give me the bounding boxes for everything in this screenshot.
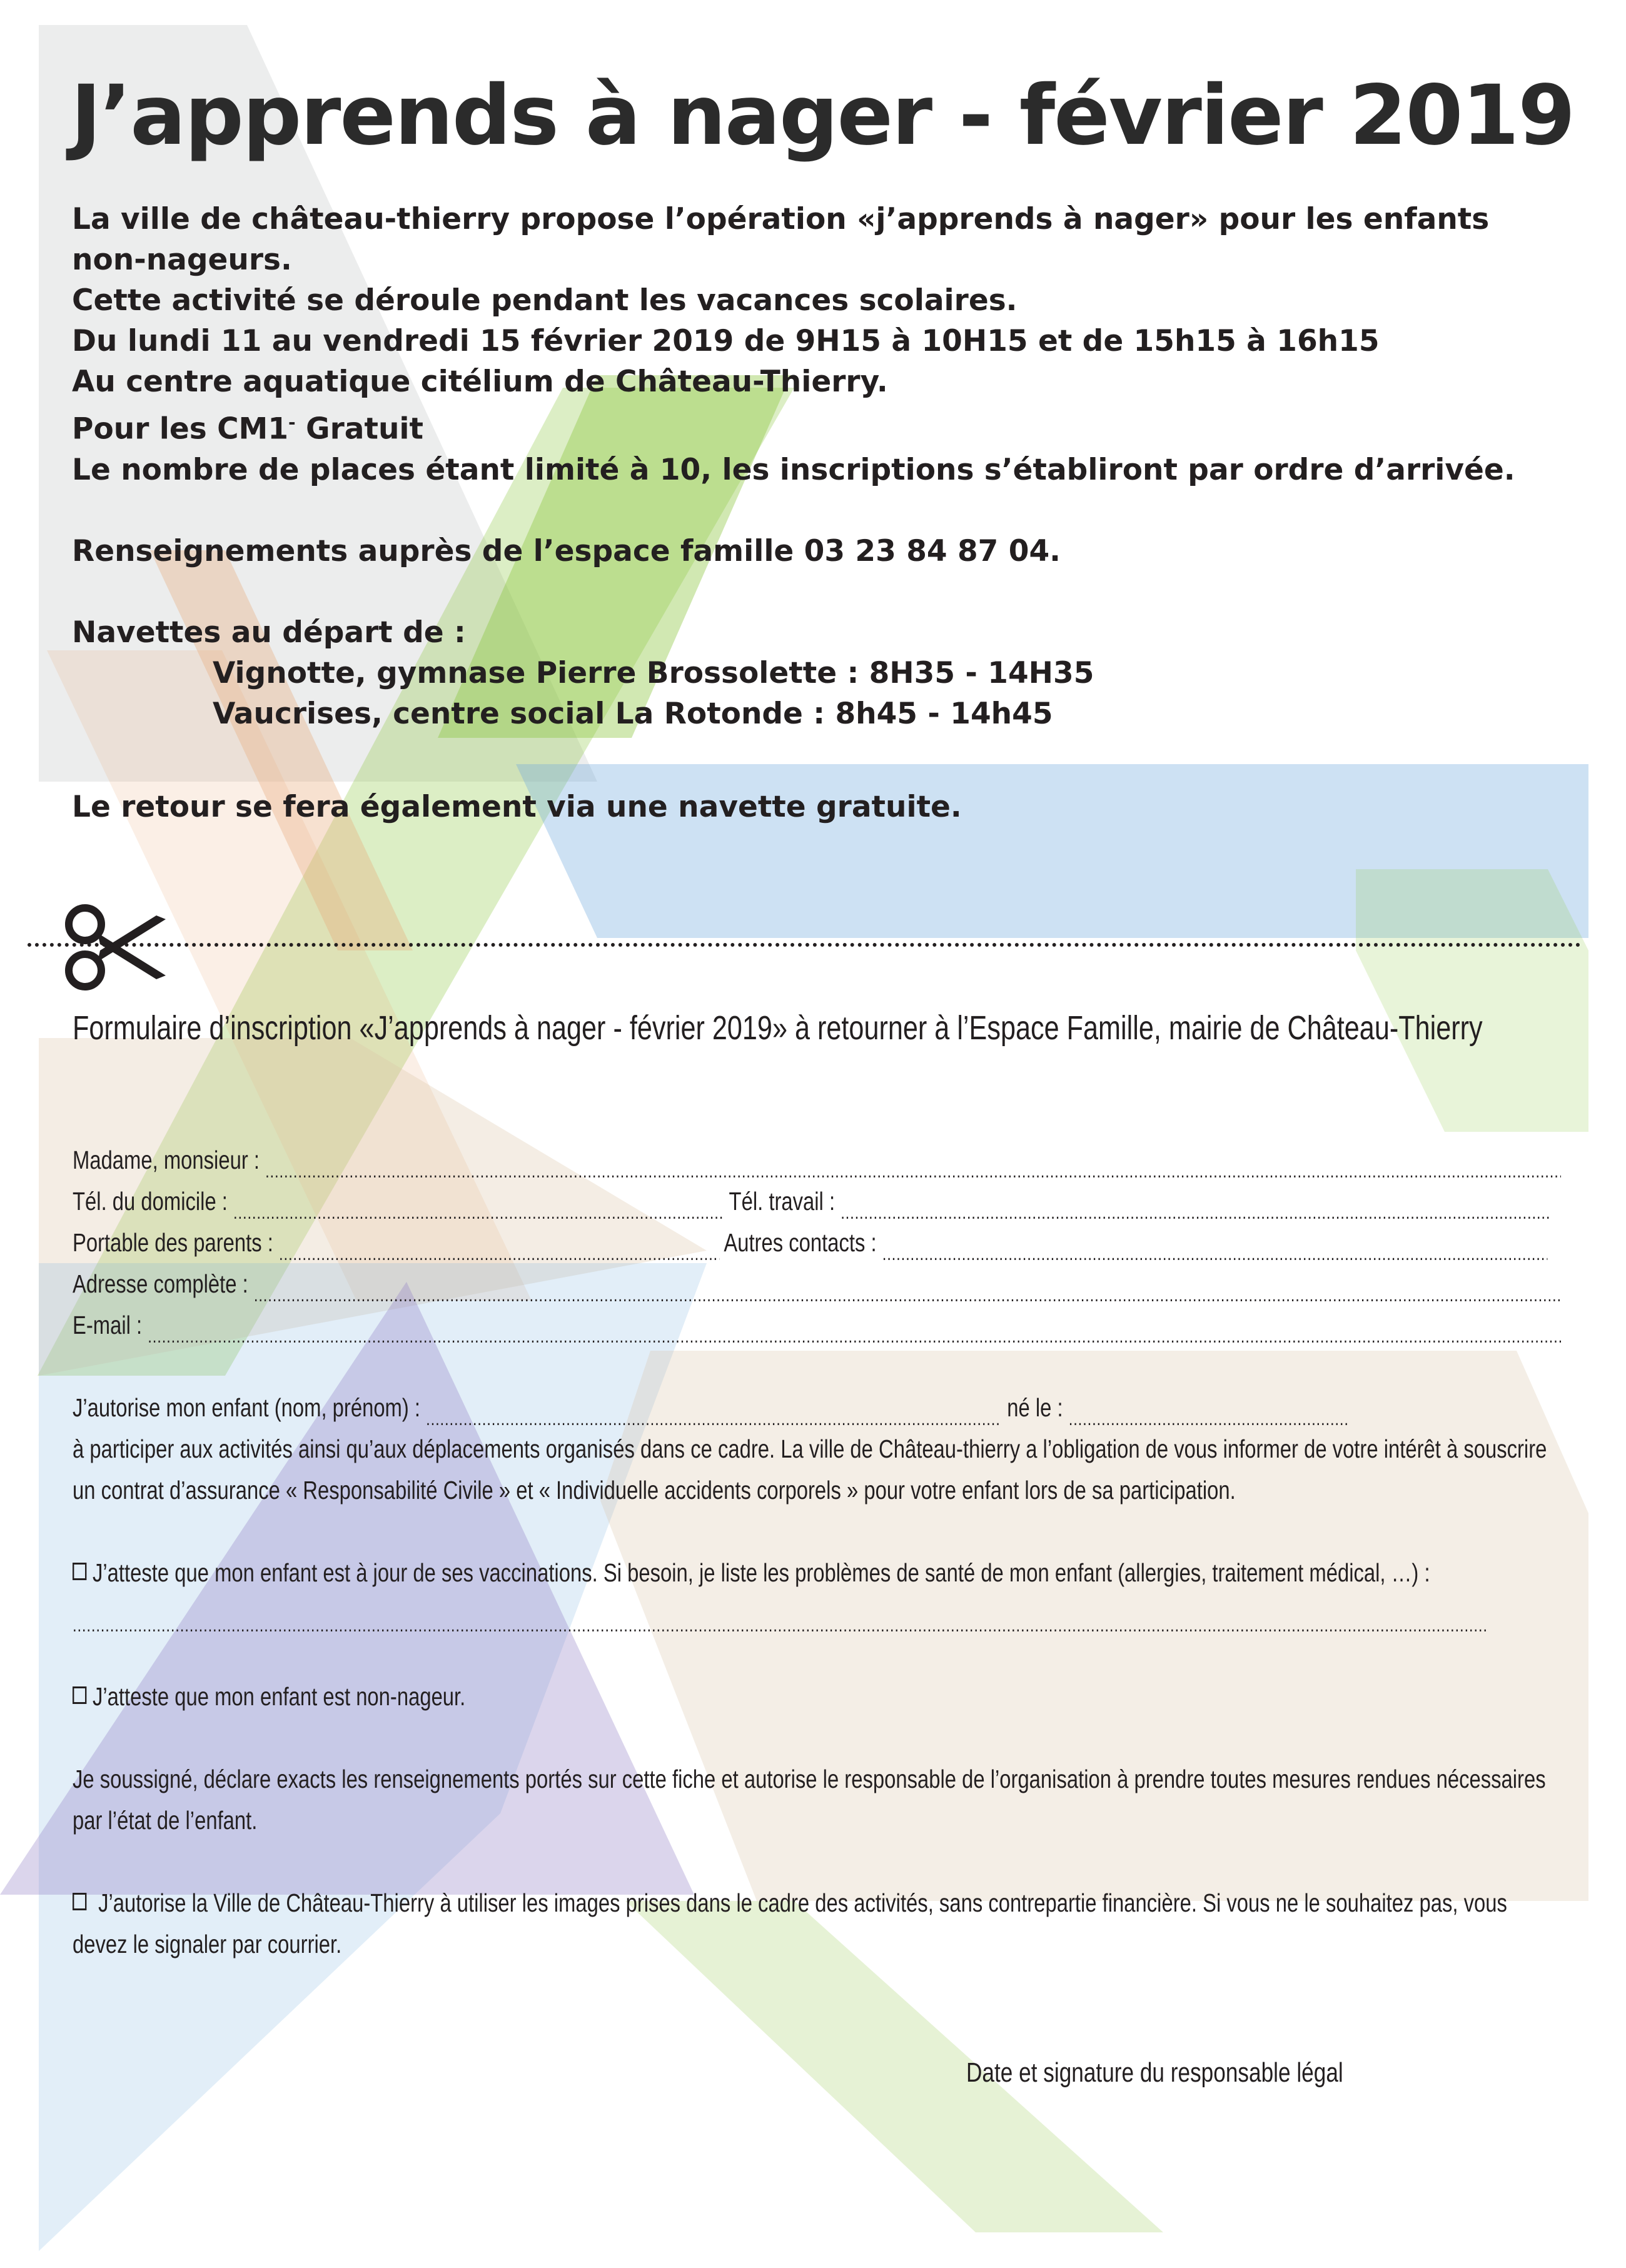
intro-line-price bbox=[72, 402, 1573, 450]
non-swimmer-text: J’atteste que mon enfant est non-nageur. bbox=[93, 1682, 466, 1711]
intro-line: non-nageurs. bbox=[72, 243, 292, 277]
non-swimmer-row bbox=[73, 1676, 1561, 1717]
mobile-label: Portable des parents : bbox=[73, 1228, 280, 1257]
birth-date-field[interactable] bbox=[1069, 1396, 1349, 1428]
shuttle-stop: Vignotte, gymnase Pierre Brossolette : 8H35 - 14H35 bbox=[213, 655, 1094, 690]
intro-line: La ville de château-thierry propose l’opération «j’apprends à nager» pour les enfants bbox=[72, 202, 1490, 236]
form-heading: Formulaire d’inscription «J’apprends à nager - février 2019» à retourner à l’Espace Famille, mairie de Château-Thierry bbox=[73, 1009, 1483, 1047]
image-rights-text: J’autorise la Ville de Château-Thierry à utiliser les images prises dans le cadre des activités, sans contrepartie financière. Si vous ne le souhaitez pas, vous devez le signaler par courrier. bbox=[73, 1888, 1507, 1958]
email-label: E-mail : bbox=[73, 1311, 148, 1339]
home-phone-field[interactable] bbox=[233, 1189, 724, 1222]
registration-form bbox=[73, 1003, 1561, 1965]
email-row bbox=[73, 1304, 1561, 1346]
address-field[interactable] bbox=[254, 1272, 1561, 1304]
name-field[interactable] bbox=[265, 1148, 1561, 1181]
mobile-row bbox=[73, 1222, 1561, 1263]
birth-label: né le : bbox=[1001, 1393, 1069, 1422]
shuttle-stop: Vaucrises, centre social La Rotonde : 8h45 - 14h45 bbox=[213, 696, 1053, 731]
health-row bbox=[73, 1593, 1561, 1635]
other-contacts-field[interactable] bbox=[882, 1231, 1548, 1263]
address-row bbox=[73, 1263, 1561, 1304]
vaccination-row bbox=[73, 1552, 1548, 1593]
image-rights-row bbox=[73, 1882, 1548, 1965]
image-rights-checkbox[interactable] bbox=[73, 1893, 86, 1910]
cut-line bbox=[28, 943, 1581, 947]
child-label: J’autorise mon enfant (nom, prénom) : bbox=[73, 1393, 427, 1422]
intro-sup: - bbox=[288, 412, 296, 433]
intro-price: Gratuit bbox=[295, 411, 423, 446]
declaration-text: Je soussigné, déclare exacts les renseignements portés sur cette fiche et autorise le responsable de l’organisation à prendre toutes mesures rendues nécessaires par l’état de l’enfant. bbox=[73, 1765, 1546, 1835]
other-contacts-label: Autres contacts : bbox=[719, 1228, 882, 1257]
scissors-icon bbox=[63, 900, 169, 994]
child-name-field[interactable] bbox=[426, 1396, 1001, 1428]
shuttle-title: Navettes au départ de : bbox=[72, 615, 466, 650]
participation-text: à participer aux activités ainsi qu’aux déplacements organisés dans ce cadre. La ville de Château-thierry a l’obligation de vous informer de votre intérêt à souscrire un contrat d’assurance « Responsabilité Civile » et « Individuelle accidents corporels » pour votre enfant lors de sa participation. bbox=[73, 1434, 1547, 1504]
email-field[interactable] bbox=[148, 1313, 1561, 1346]
intro-class: Pour les CM1 bbox=[72, 411, 289, 446]
intro-line: Cette activité se déroule pendant les vacances scolaires. bbox=[72, 283, 1018, 318]
info-line: Renseignements auprès de l’espace famille 03 23 84 87 04. bbox=[72, 533, 1061, 568]
intro-line: Du lundi 11 au vendredi 15 février 2019 de 9H15 à 10H15 et de 15h15 à 16h15 bbox=[72, 324, 1380, 358]
work-phone-field[interactable] bbox=[841, 1189, 1551, 1222]
page-title: J’apprends à nager - février 2019 bbox=[71, 68, 1575, 164]
name-label: Madame, monsieur : bbox=[73, 1146, 266, 1174]
name-row bbox=[73, 1139, 1561, 1181]
intro-line: Le nombre de places étant limité à 10, les inscriptions s’établiront par ordre d’arrivée. bbox=[72, 452, 1515, 487]
intro-text bbox=[72, 199, 1573, 827]
child-row bbox=[73, 1387, 1561, 1428]
vaccination-text: J’atteste que mon enfant est à jour de ses vaccinations. Si besoin, je liste les problèmes de santé de mon enfant (allergies, traitement médical, …) : bbox=[93, 1558, 1430, 1587]
address-label: Adresse complète : bbox=[73, 1269, 254, 1298]
mobile-field[interactable] bbox=[279, 1231, 719, 1263]
vaccination-checkbox[interactable] bbox=[73, 1563, 86, 1580]
non-swimmer-checkbox[interactable] bbox=[73, 1686, 86, 1704]
health-field[interactable] bbox=[73, 1602, 1488, 1635]
return-line: Le retour se fera également via une navette gratuite. bbox=[72, 789, 962, 824]
signature-label: Date et signature du responsable légal bbox=[966, 2057, 1343, 2088]
phone-row bbox=[73, 1181, 1561, 1222]
work-phone-label: Tél. travail : bbox=[724, 1187, 841, 1216]
home-phone-label: Tél. du domicile : bbox=[73, 1187, 234, 1216]
intro-line: Au centre aquatique citélium de Château-Thierry. bbox=[72, 365, 888, 399]
